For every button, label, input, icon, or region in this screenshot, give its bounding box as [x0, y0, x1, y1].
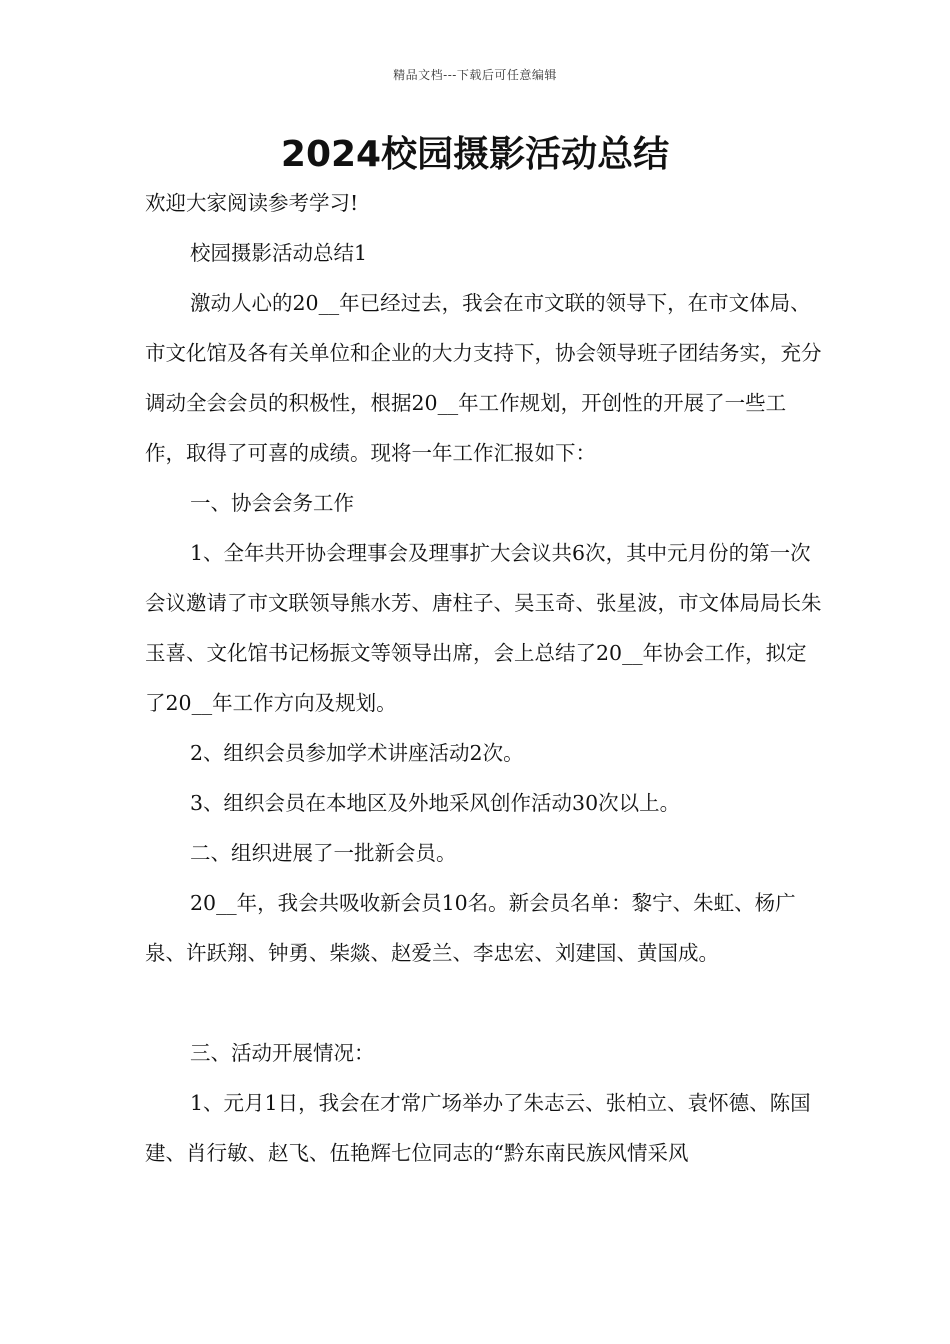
paragraph-field-trips: 3、组织会员在本地区及外地采风创作活动30次以上。 — [190, 791, 681, 815]
subtitle-paragraph: 校园摄影活动总结1 — [190, 241, 368, 265]
header-note: 精品文档---下载后可任意编辑 — [393, 68, 557, 82]
intro-paragraph: 激动人心的20__年已经过去，我会在市文联的领导下，在市文体局、市文化馆及各有关单位和企业的大力支持下，协会领导班子团结务实，充分调动全会会员的积极性，根据20__年工作规划，开创性的开展了一些工作，取得了可喜的成绩。现将一年工作汇报如下： — [145, 291, 822, 465]
page-title: 2024校园摄影活动总结 — [280, 134, 670, 175]
paragraph-lectures: 2、组织会员参加学术讲座活动2次。 — [190, 741, 524, 765]
greeting-line: 欢迎大家阅读参考学习! — [145, 191, 359, 215]
section-heading-1: 一、协会会务工作 — [190, 491, 354, 515]
section-heading-2: 二、组织进展了一批新会员。 — [190, 841, 457, 865]
document-body — [145, 178, 825, 1178]
paragraph-meetings: 1、全年共开协会理事会及理事扩大会议共6次，其中元月份的第一次会议邀请了市文联领导熊水芳、唐柱子、吴玉奇、张星波，市文体局局长朱玉喜、文化馆书记杨振文等领导出席，会上总结了20__年协会工作，拟定了20__年工作方向及规划。 — [145, 541, 822, 715]
paragraph-new-members: 20__年，我会共吸收新会员10名。新会员名单：黎宁、朱虹、杨广泉、许跃翔、钟勇、柴燚、赵爱兰、李忠宏、刘建国、黄国成。 — [145, 891, 796, 965]
blank-line — [145, 978, 825, 1028]
section-heading-3: 三、活动开展情况： — [190, 1041, 375, 1065]
paragraph-activities: 1、元月1日，我会在才常广场举办了朱志云、张柏立、袁怀德、陈国建、肖行敏、赵飞、伍艳辉七位同志的“黔东南民族风情采风 — [145, 1091, 811, 1165]
